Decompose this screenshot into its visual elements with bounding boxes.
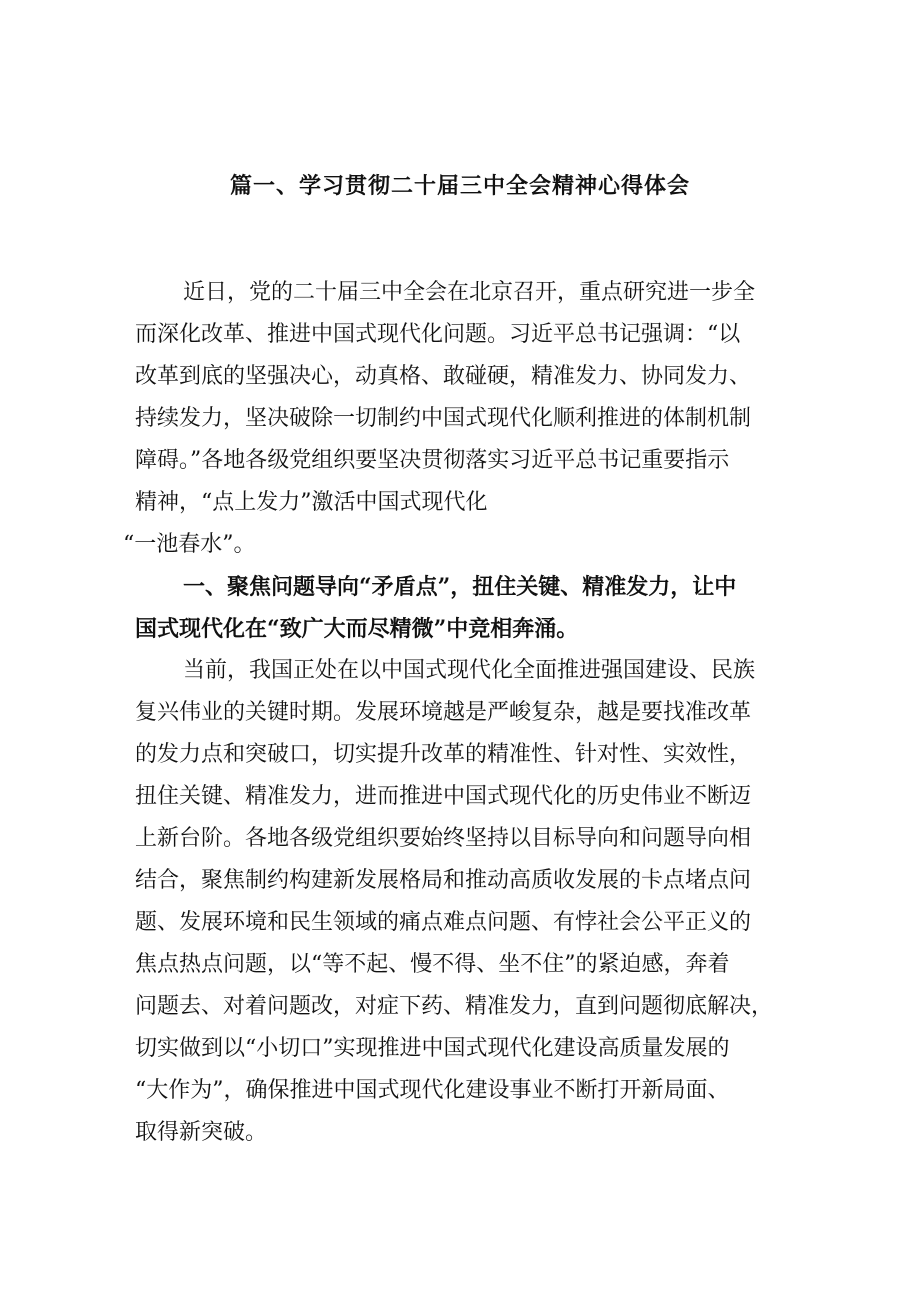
document-title: 篇一、学习贯彻二十届三中全会精神心得体会	[229, 173, 690, 199]
paragraph-line: 切实做到以“小切口”实现推进中国式现代化建设高质量发展的	[135, 1036, 730, 1061]
intro-paragraph	[123, 272, 795, 566]
paragraph-line: 近日，党的二十届三中全会在北京召开，重点研究进一步全	[183, 280, 756, 305]
paragraph-line: 取得新突破。	[135, 1120, 268, 1145]
paragraph-line: 上新台阶。各地各级党组织要始终坚持以目标导向和问题导向相	[135, 826, 752, 851]
paragraph-line: 障碍。”各地各级党组织要坚决贯彻落实习近平总书记重要指示	[135, 448, 730, 473]
paragraph-line: 复兴伟业的关键时期。发展环境越是严峻复杂，越是要找准改革	[135, 700, 752, 725]
section-1-paragraph	[135, 650, 795, 1154]
paragraph-line: 扭住关键、精准发力，进而推进中国式现代化的历史伟业不断迈	[135, 784, 752, 809]
paragraph-line: 问题去、对着问题改，对症下药、精准发力，直到问题彻底解决，	[135, 994, 774, 1019]
paragraph-line: “一池春水”。	[123, 532, 256, 557]
paragraph-line: 改革到底的坚强决心，动真格、敢碰硬，精准发力、协同发力、	[135, 364, 752, 389]
paragraph-line: 题、发展环境和民生领域的痛点难点问题、有悖社会公平正义的	[135, 910, 752, 935]
paragraph-line: 结合，聚焦制约构建新发展格局和推动高质收发展的卡点堵点问	[135, 868, 752, 893]
paragraph-line: 焦点热点问题，以“等不起、慢不得、坐不住”的紧迫感，奔着	[135, 952, 730, 977]
section-heading-1	[135, 566, 795, 650]
paragraph-line: 而深化改革、推进中国式现代化问题。习近平总书记强调：“以	[135, 322, 741, 347]
paragraph-line: 的发力点和突破口，切实提升改革的精准性、针对性、实效性，	[135, 742, 752, 767]
paragraph-line: 精神，“点上发力”激活中国式现代化	[135, 490, 488, 515]
heading-line: 一、聚焦问题导向“矛盾点”，扭住关键、精准发力，让中	[183, 574, 737, 600]
paragraph-line: 持续发力，坚决破除一切制约中国式现代化顺利推进的体制机制	[135, 406, 752, 431]
paragraph-line: 当前，我国正处在以中国式现代化全面推进强国建设、民族	[183, 658, 756, 683]
heading-line: 国式现代化在“致广大而尽精微”中竞相奔涌。	[135, 616, 579, 642]
paragraph-line: “大作为”，确保推进中国式现代化建设事业不断打开新局面、	[135, 1078, 730, 1103]
